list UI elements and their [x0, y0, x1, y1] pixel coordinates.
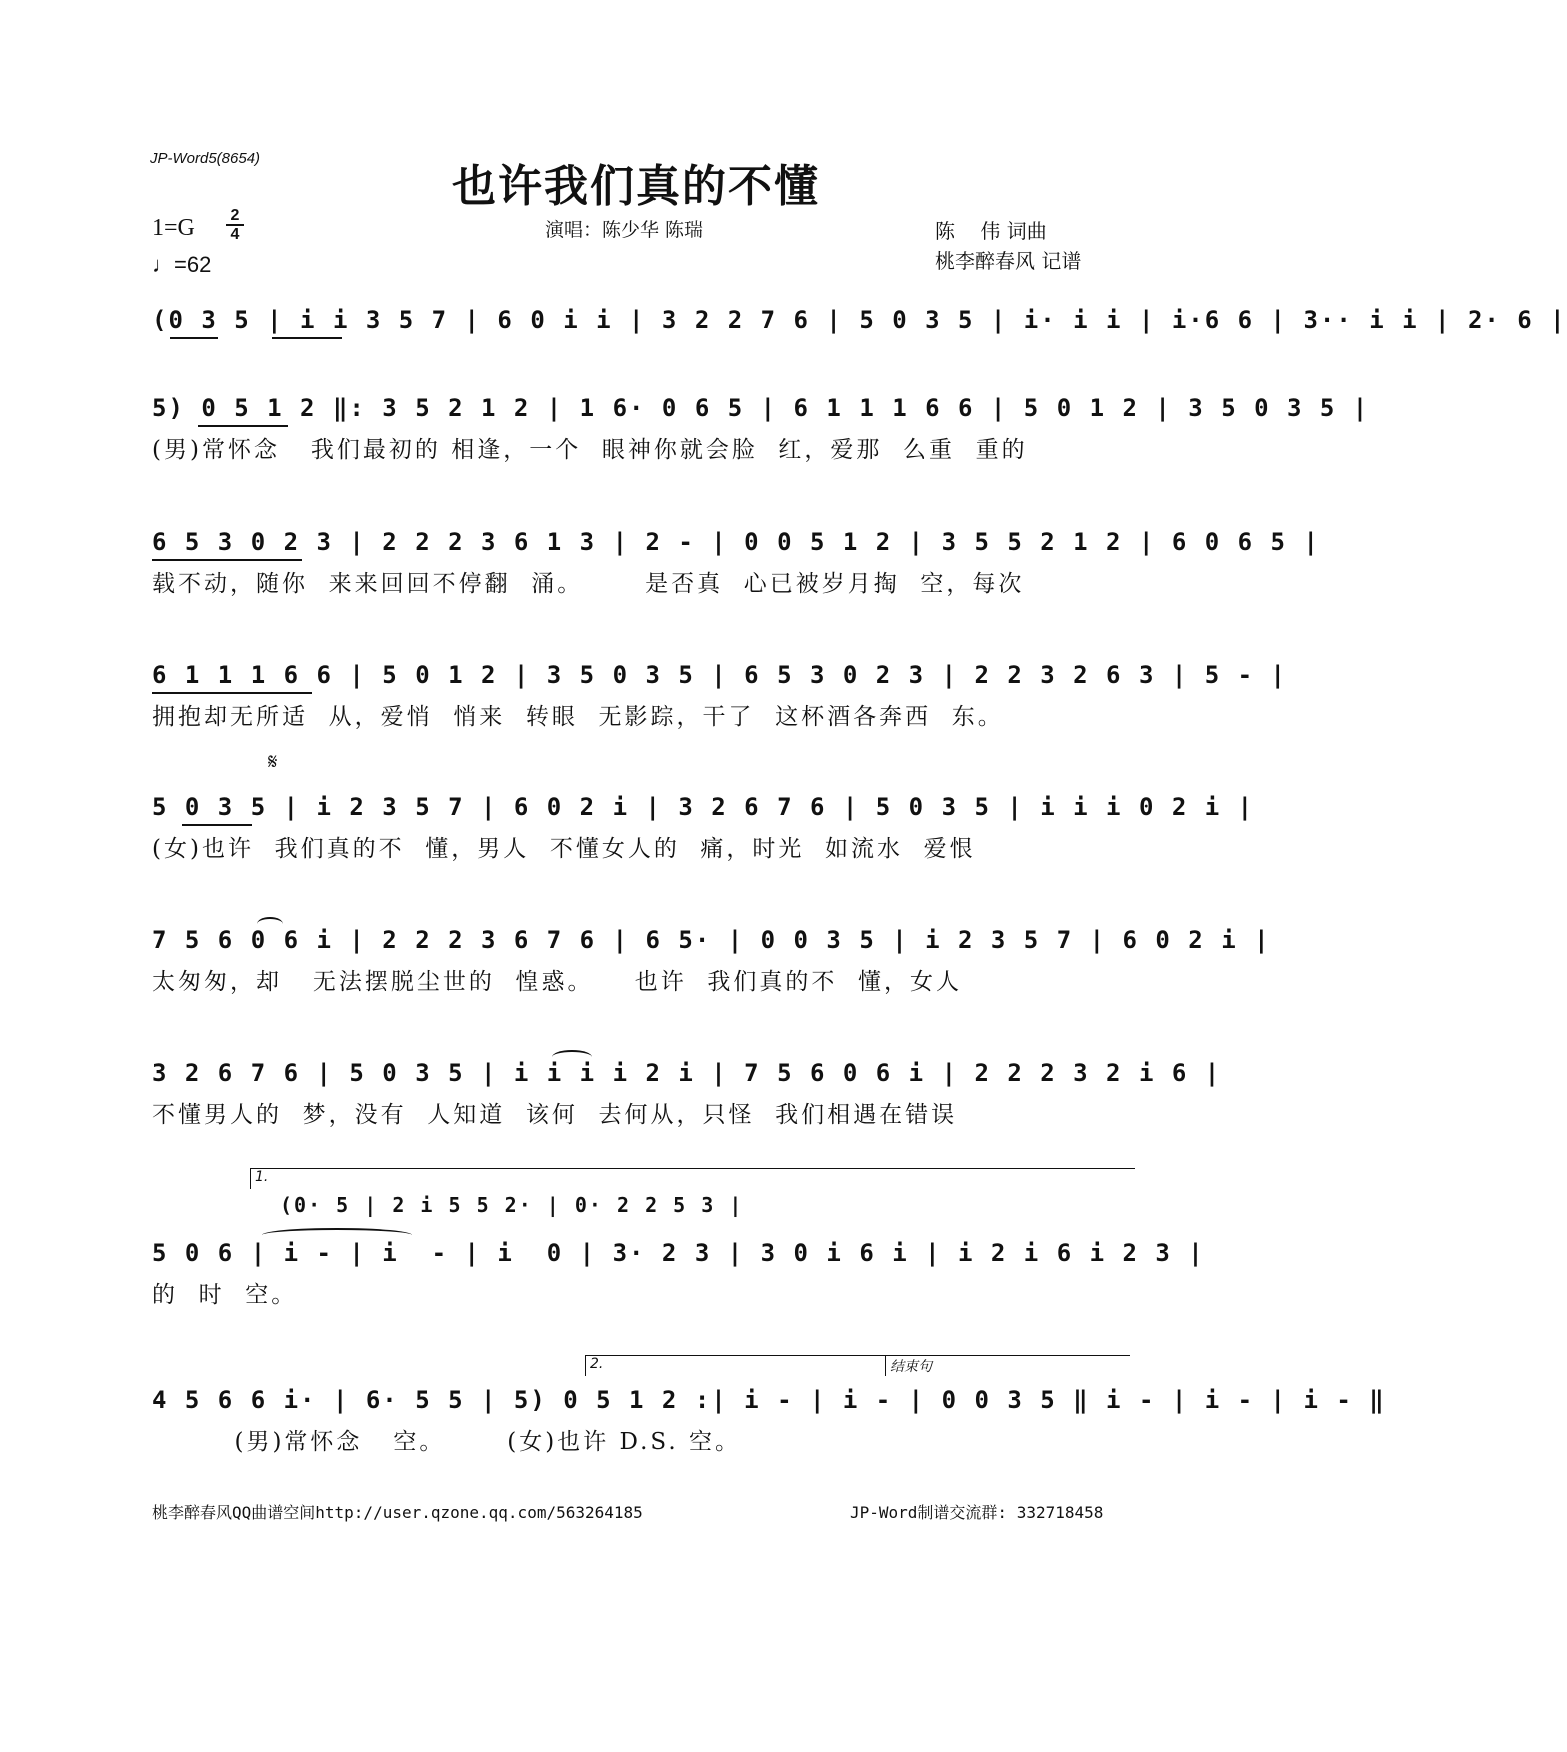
tie [552, 1050, 592, 1064]
staff-notes: 7 5 6 0 6 i | 2 2 2 3 6 7 6 | 6 5· | 0 0 3 5 | i 2 3 5 7 | 6 0 2 i | [152, 926, 1271, 954]
beam [182, 824, 252, 826]
staff-notes: 5 0 3 5 | i 2 3 5 7 | 6 0 2 i | 3 2 6 7 6 | 5 0 3 5 | i i i 0 2 i | [152, 793, 1255, 821]
tie [262, 1228, 412, 1242]
staff-7 [152, 1058, 1222, 1128]
staff-notes: 4 5 6 6 i· | 6· 5 5 | 5) 0 5 1 2 :| i - | i - | 0 0 3 5 ‖ i - | i - | i - ‖ [152, 1386, 1386, 1414]
staff-3 [152, 527, 1320, 597]
staff-notes: 6 1 1 1 6 6 | 5 0 1 2 | 3 5 0 3 5 | 6 5 3 0 2 3 | 2 2 3 2 6 3 | 5 - | [152, 661, 1287, 689]
beam [198, 425, 288, 427]
ending-label: 结束句 [890, 1359, 932, 1375]
counter-melody: (0· 5 | 2 i 5 5 2· | 0· 2 2 5 3 | [280, 1193, 744, 1217]
staff-4 [152, 660, 1287, 730]
footer-left: 桃李醉春风QQ曲谱空间http://user.qzone.qq.com/563264185 [152, 1503, 643, 1522]
staff-1 [152, 305, 1567, 349]
beam [272, 337, 342, 339]
key-signature: 1=G [152, 215, 195, 241]
staff-lyrics: (男)常怀念 空。 (女)也许 D.S. 空。 [152, 1429, 741, 1455]
staff-lyrics: 不懂男人的 梦，没有 人知道 该何 去何从，只怪 我们相遇在错误 [152, 1102, 958, 1128]
composer-credit: 陈 伟 词曲 [935, 219, 1047, 243]
beam [170, 337, 218, 339]
segno-sign: 𝄋 [268, 750, 278, 775]
staff-2 [152, 393, 1370, 463]
staff-notes: 3 2 6 7 6 | 5 0 3 5 | i i i i 2 i | 7 5 6 0 6 i | 2 2 2 3 2 i 6 | [152, 1059, 1222, 1087]
staff-notes: 5 0 6 | i - | i - | i 0 | 3· 2 3 | 3 0 i 6 i | i 2 i 6 i 2 3 | [152, 1239, 1205, 1267]
staff-lyrics: (男)常怀念 我们最初的 相逢，一个 眼神你就会脸 红，爱那 么重 重的 [152, 437, 1028, 463]
staff-notes: 6 5 3 0 2 3 | 2 2 2 3 6 1 3 | 2 - | 0 0 5 1 2 | 3 5 5 2 1 2 | 6 0 6 5 | [152, 528, 1320, 556]
volta-first-label: 1. [255, 1169, 269, 1185]
tempo-mark: ♩=62 [152, 252, 212, 277]
staff-9 [152, 1385, 1386, 1455]
tie [257, 917, 283, 931]
footer-right: JP-Word制谱交流群: 332718458 [850, 1503, 1104, 1522]
volta-second-label: 2. [590, 1356, 604, 1372]
volta-second [585, 1355, 885, 1376]
time-sig-bottom: 4 [230, 226, 240, 243]
beam [152, 559, 302, 561]
staff-lyrics: (女)也许 我们真的不 懂，男人 不懂女人的 痛，时光 如流水 爱恨 [152, 836, 976, 862]
staff-lyrics: 拥抱却无所适 从，爱悄 悄来 转眼 无影踪，干了 这杯酒各奔西 东。 [152, 704, 1004, 730]
staff-lyrics: 太匆匆，却 无法摆脱尘世的 惶惑。 也许 我们真的不 懂，女人 [152, 969, 963, 995]
volta-first [250, 1168, 1135, 1189]
software-label: JP-Word5(8654) [150, 150, 261, 167]
song-title: 也许我们真的不懂 [452, 161, 820, 212]
beam [152, 692, 312, 694]
staff-8 [152, 1238, 1205, 1308]
singer-credit: 演唱：陈少华 陈瑞 [545, 219, 704, 241]
staff-5 [152, 792, 1255, 862]
staff-6 [152, 925, 1271, 995]
staff-lyrics: 载不动，随你 来来回回不停翻 涌。 是否真 心已被岁月掏 空，每次 [152, 571, 1025, 597]
ending-bracket [885, 1355, 1130, 1376]
time-sig-top: 2 [230, 207, 240, 224]
staff-lyrics: 的 时 空。 [152, 1282, 298, 1308]
staff-notes: (0 3 5 | i i 3 5 7 | 6 0 i i | 3 2 2 7 6 | 5 0 3 5 | i· i i | i·6 6 | 3·· i i | 2· 6 | [152, 306, 1567, 334]
time-signature [226, 208, 244, 242]
staff-notes: 5) 0 5 1 2 ‖: 3 5 2 1 2 | 1 6· 0 6 5 | 6 1 1 1 6 6 | 5 0 1 2 | 3 5 0 3 5 | [152, 394, 1370, 422]
transcriber-credit: 桃李醉春风 记谱 [935, 249, 1082, 273]
